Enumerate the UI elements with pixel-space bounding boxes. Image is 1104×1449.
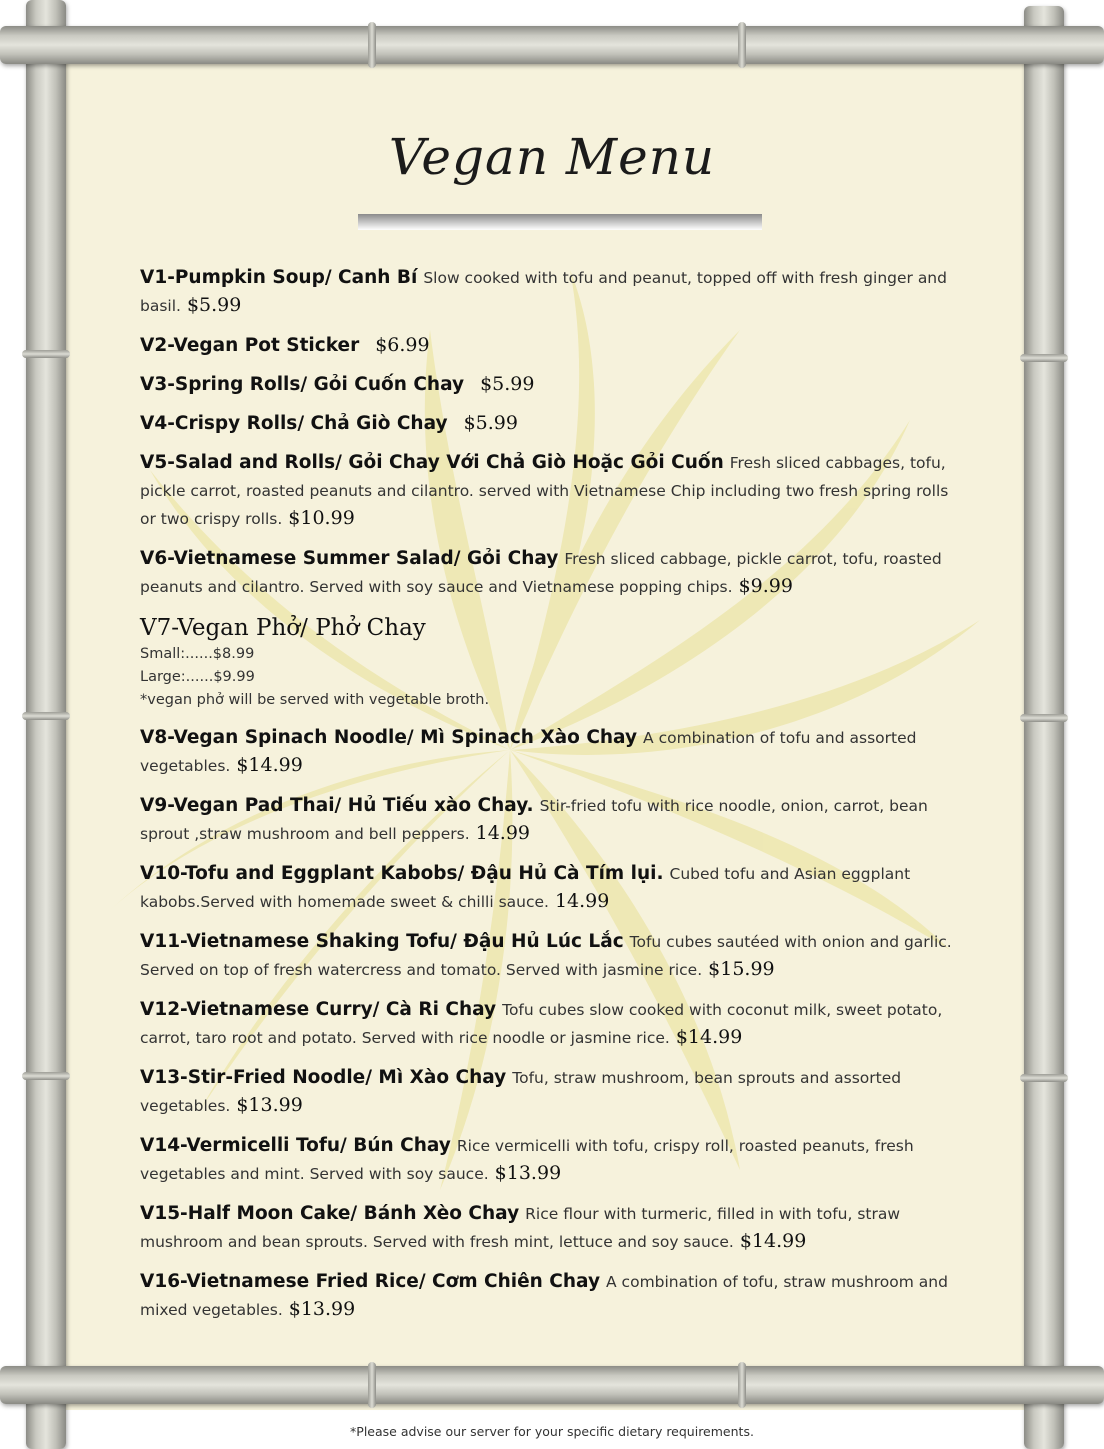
bamboo-frame-bottom <box>0 1366 1104 1404</box>
menu-item <box>140 724 960 780</box>
pho-large-price: Large:......$9.99 <box>140 669 255 685</box>
item-name: V3-Spring Rolls/ Gỏi Cuốn Chay <box>140 374 465 395</box>
item-name: V15-Half Moon Cake/ Bánh Xèo Chay <box>140 1203 520 1224</box>
item-description: Rice vermicelli with tofu, crispy roll, roasted peanuts, fresh vegetables and mint. Served with soy sauce. <box>140 1137 914 1183</box>
item-price: $15.99 <box>708 958 775 980</box>
menu-item <box>140 860 960 916</box>
item-name: V4-Crispy Rolls/ Chả Giò Chay <box>140 413 448 434</box>
menu-item <box>140 449 960 533</box>
item-price: 14.99 <box>554 890 610 912</box>
item-price: $5.99 <box>463 412 518 434</box>
menu-item <box>140 410 960 437</box>
menu-item <box>140 928 960 984</box>
menu-item <box>140 1268 960 1324</box>
item-price: $14.99 <box>236 754 303 776</box>
item-description: Rice flour with turmeric, filled in with tofu, straw mushroom and bean sprouts. Served with fresh mint, lettuce and soy sauce. <box>140 1205 901 1251</box>
item-name: V8-Vegan Spinach Noodle/ Mì Spinach Xào Chay <box>140 727 638 748</box>
bamboo-frame-right <box>1024 6 1064 1449</box>
pho-note: *vegan phở will be served with vegetable broth. <box>140 692 490 708</box>
title-divider <box>358 214 762 230</box>
item-description: Fresh sliced cabbages, tofu, pickle carrot, roasted peanuts and cilantro. served with Vietnamese Chip including two fresh spring rolls or two crispy rolls. <box>140 454 949 528</box>
menu-list <box>140 264 960 1336</box>
item-name: V2-Vegan Pot Sticker <box>140 335 360 356</box>
menu-item <box>140 264 960 320</box>
item-name: V16-Vietnamese Fried Rice/ Cơm Chiên Chay <box>140 1271 601 1292</box>
item-description: Tofu cubes slow cooked with coconut milk, sweet potato, carrot, taro root and potato. Served with rice noodle or jasmine rice. <box>140 1001 943 1047</box>
item-price: 14.99 <box>475 822 531 844</box>
menu-item <box>140 545 960 601</box>
item-price: $14.99 <box>739 1230 807 1252</box>
item-price: $13.99 <box>236 1094 303 1116</box>
item-name: V12-Vietnamese Curry/ Cà Ri Chay <box>140 999 497 1020</box>
item-description: A combination of tofu, straw mushroom and mixed vegetables. <box>140 1273 948 1319</box>
bamboo-frame-left <box>26 0 66 1449</box>
item-price: $13.99 <box>288 1298 356 1320</box>
menu-title: Vegan Menu <box>388 128 716 186</box>
menu-item <box>140 1200 960 1256</box>
item-name: V11-Vietnamese Shaking Tofu/ Đậu Hủ Lúc Lắc <box>140 931 624 952</box>
item-name: V5-Salad and Rolls/ Gỏi Chay Với Chả Giò Hoặc Gỏi Cuốn <box>140 452 724 473</box>
item-description: Tofu, straw mushroom, bean sprouts and assorted vegetables. <box>140 1069 902 1115</box>
menu-item <box>140 1132 960 1188</box>
menu-item <box>140 332 960 359</box>
item-description: Slow cooked with tofu and peanut, topped off with fresh ginger and basil. <box>140 269 947 315</box>
item-price: $5.99 <box>480 373 535 395</box>
item-name: V13-Stir-Fried Noodle/ Mì Xào Chay <box>140 1067 507 1088</box>
item-description: Tofu cubes sautéed with onion and garlic. Served on top of fresh watercress and tomato. Served with jasmine rice. <box>140 933 952 979</box>
item-name: V10-Tofu and Eggplant Kabobs/ Đậu Hủ Cà Tím lụi. <box>140 863 664 884</box>
item-name: V9-Vegan Pad Thai/ Hủ Tiếu xào Chay. <box>140 795 534 816</box>
bamboo-frame-top <box>0 26 1104 64</box>
item-price: $14.99 <box>675 1026 743 1048</box>
dietary-footnote: *Please advise our server for your specific dietary requirements. <box>350 1424 754 1439</box>
menu-item <box>140 371 960 398</box>
menu-item <box>140 1064 960 1120</box>
item-description: Stir-fried tofu with rice noodle, onion, carrot, bean sprout ,straw mushroom and bell peppers. <box>140 797 928 843</box>
item-name: V7-Vegan Phở/ Phở Chay <box>140 615 426 641</box>
item-name: V14-Vermicelli Tofu/ Bún Chay <box>140 1135 451 1156</box>
item-name: V6-Vietnamese Summer Salad/ Gỏi Chay <box>140 548 559 569</box>
item-price: $6.99 <box>375 334 430 356</box>
item-price: $5.99 <box>186 294 242 316</box>
item-description: A combination of tofu and assorted vegetables. <box>140 729 917 775</box>
item-price: $10.99 <box>288 507 355 529</box>
menu-item-pho <box>140 613 960 712</box>
menu-item <box>140 996 960 1052</box>
item-description: Cubed tofu and Asian eggplant kabobs.Served with homemade sweet & chilli sauce. <box>140 865 911 911</box>
item-name: V1-Pumpkin Soup/ Canh Bí <box>140 267 418 288</box>
item-price: $13.99 <box>494 1162 562 1184</box>
item-price: $9.99 <box>738 575 793 597</box>
pho-small-price: Small:......$8.99 <box>140 646 255 662</box>
menu-item <box>140 792 960 848</box>
item-description: Fresh sliced cabbage, pickle carrot, tofu, roasted peanuts and cilantro. Served with soy sauce and Vietnamese popping chips. <box>140 550 942 596</box>
